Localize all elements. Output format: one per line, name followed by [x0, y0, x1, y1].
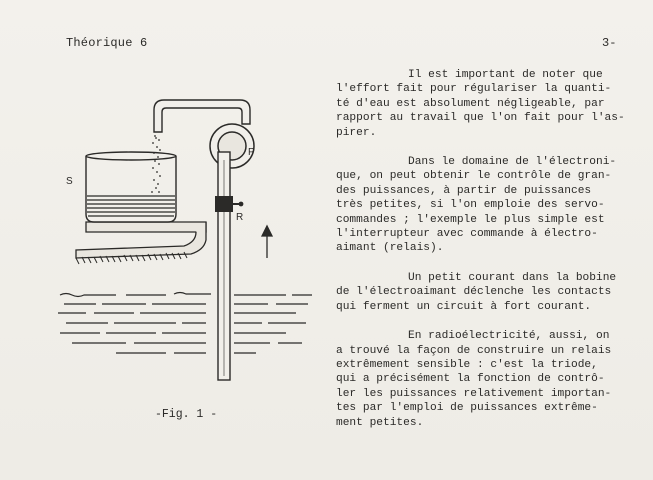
text-line: rapport au travail que l'on fait pour l'as- [336, 112, 625, 125]
figure-caption: -Fig. 1 - [155, 408, 218, 421]
text-line: tes par l'emploi de puissances extrême- [336, 402, 598, 415]
text-line: qui ferment un circuit à fort courant. [336, 300, 592, 313]
text-line: Il est important de noter que [408, 69, 603, 81]
shelf-bracket [76, 222, 206, 258]
text-line: extrêmement sensible : c'est la triode, [336, 358, 598, 371]
text-line: pirer. [336, 126, 377, 139]
text-line: a trouvé la façon de construire un relais [336, 344, 612, 357]
label-p: P [248, 147, 255, 158]
page-header-title: Théorique 6 [66, 36, 148, 50]
label-s: S [66, 176, 73, 187]
text-line: que, on peut obtenir le contrôle de gran- [336, 170, 612, 183]
paragraph [336, 271, 626, 314]
text-line: des puissances, à partir de puissances [336, 184, 592, 197]
text-line: ler les puissances relativement importan- [336, 387, 612, 400]
flow-arrow [262, 226, 272, 258]
paragraph [336, 329, 626, 430]
valve-regulator [215, 196, 243, 212]
label-r: R [236, 212, 244, 223]
text-line: ment petites. [336, 416, 424, 429]
paragraph [336, 155, 626, 256]
page-number: 3- [602, 36, 617, 50]
text-line: qui a précisément la fonction de contrô- [336, 373, 605, 386]
text-line: Un petit courant dans la bobine [408, 271, 617, 284]
text-line: té d'eau est absolument négligeable, par [336, 97, 605, 110]
text-line: aimant (relais). [336, 242, 444, 255]
paragraph [336, 68, 626, 140]
text-line: l'interrupteur avec commande à électro- [336, 228, 598, 241]
water-tank [86, 152, 176, 222]
text-line: l'effort fait pour régulariser la quanti- [336, 83, 612, 96]
water-lines [58, 293, 312, 354]
text-line: commandes ; l'exemple le plus simple est [336, 213, 605, 226]
pump-wheel [210, 124, 254, 168]
text-line: de l'électroaimant déclenche les contacts [336, 286, 612, 299]
text-line: Dans le domaine de l'électroni- [408, 156, 617, 169]
text-line: très petites, si l'on emploie des servo- [336, 199, 605, 212]
pump-diagram [56, 90, 316, 390]
text-line: En radioélectricité, aussi, on [408, 330, 610, 343]
suction-pipe [218, 152, 230, 380]
body-text [336, 68, 626, 445]
